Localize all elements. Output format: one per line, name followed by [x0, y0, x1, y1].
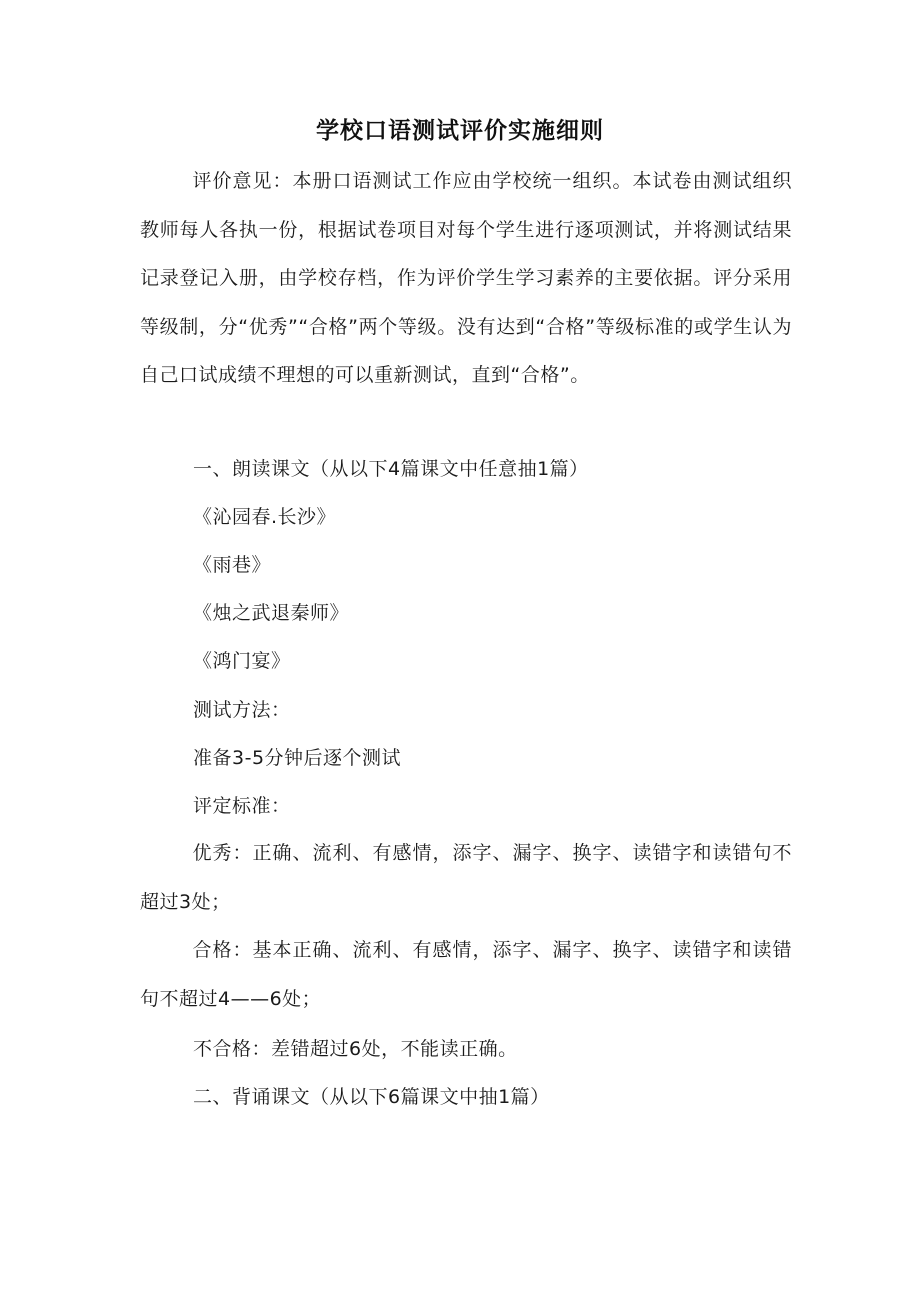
criteria-excellent-text: 优秀：正确、流利、有感情，添字、漏字、换字、读错字和读错句不超过3处； — [140, 842, 792, 913]
text-item-4: 《鸿门宴》 — [193, 650, 291, 672]
criteria-excellent — [140, 829, 792, 926]
criteria-fail: 不合格：差错超过6处，不能读正确。 — [193, 1038, 518, 1060]
section1-heading: 一、朗读课文（从以下4篇课文中任意抽1篇） — [193, 458, 589, 480]
section2-heading: 二、背诵课文（从以下6篇课文中抽1篇） — [193, 1086, 550, 1108]
document-title: 学校口语测试评价实施细则 — [316, 118, 604, 144]
criteria-pass-text: 合格：基本正确、流利、有感情，添字、漏字、换字、读错字和读错句不超过4——6处； — [140, 939, 792, 1010]
criteria-label: 评定标准： — [193, 795, 291, 817]
method-label: 测试方法： — [193, 699, 291, 721]
intro-paragraph — [140, 157, 792, 400]
text-item-3: 《烛之武退秦师》 — [193, 602, 350, 624]
text-item-2: 《雨巷》 — [193, 554, 272, 576]
method-text: 准备3-5分钟后逐个测试 — [193, 747, 402, 769]
criteria-pass — [140, 926, 792, 1023]
intro-text: 评价意见：本册口语测试工作应由学校统一组织。本试卷由测试组织教师每人各执一份，根据试卷项目对每个学生进行逐项测试，并将测试结果记录登记入册，由学校存档，作为评价学生学习素养的主要依据。评分采用等级制，分“优秀”“合格”两个等级。没有达到“合格”等级标准的或学生认为自己口试成绩不理想的可以重新测试，直到“合格”。 — [140, 170, 792, 386]
text-item-1: 《沁园春.长沙》 — [193, 506, 337, 528]
